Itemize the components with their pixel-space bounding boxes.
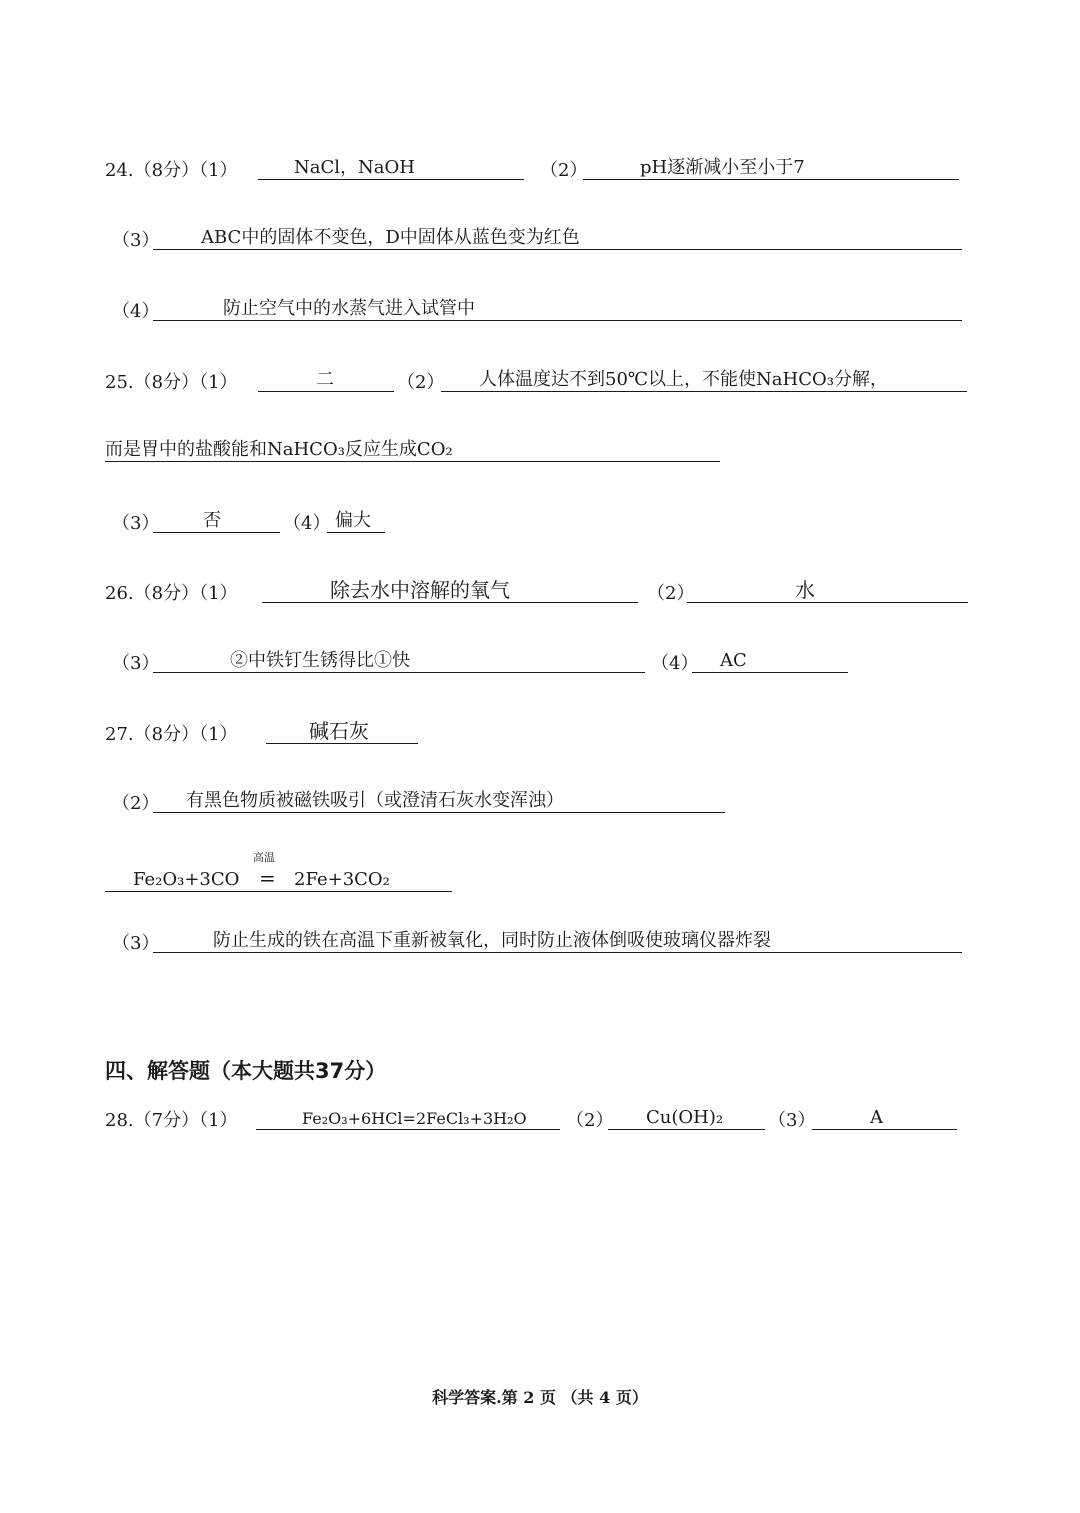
q28-answer-2-text: Cu(OH)₂ xyxy=(646,1107,724,1128)
q27-answer-3-text: 防止生成的铁在高温下重新被氧化，同时防止液体倒吸使玻璃仪器炸裂 xyxy=(213,930,771,951)
q27-answer-1-text: 碱石灰 xyxy=(309,719,369,743)
q24-answer-3-text: ABC中的固体不变色，D中固体从蓝色变为红色 xyxy=(201,227,580,248)
q25-answer-1 xyxy=(258,366,394,392)
q24-answer-1 xyxy=(258,154,524,180)
q24-row-2 xyxy=(0,210,1080,250)
q24-answer-3 xyxy=(153,224,962,250)
q27-equation-sign: = xyxy=(259,866,276,890)
q27-part-3-label: （3） xyxy=(112,933,160,954)
q28-part-2-label: （2） xyxy=(566,1110,614,1131)
q24-part-4-label: （4） xyxy=(112,301,160,322)
q28-row-1 xyxy=(0,1090,1080,1130)
q25-part-2-label: （2） xyxy=(397,372,445,393)
q25-row-2 xyxy=(0,422,1080,462)
q27-row-1 xyxy=(0,704,1080,744)
q27-label: 27.（8分）（1） xyxy=(105,724,238,745)
q25-answer-1-text: 二 xyxy=(316,369,334,390)
q27-equation-condition: 高温 xyxy=(253,851,275,864)
q24-answer-1-text: NaCl，NaOH xyxy=(294,157,415,178)
q28-answer-1-text: Fe₂O₃+6HCl=2FeCl₃+3H₂O xyxy=(302,1109,527,1128)
q27-answer-2 xyxy=(153,787,725,813)
q27-equation xyxy=(105,866,452,892)
q25-answer-3 xyxy=(153,507,280,533)
q26-part-2-label: （2） xyxy=(647,583,695,604)
q24-part-3-label: （3） xyxy=(112,230,160,251)
q25-row-1 xyxy=(0,352,1080,392)
q24-row-3 xyxy=(0,281,1080,321)
q28-answer-1 xyxy=(256,1104,560,1130)
section-4-heading: 四、解答题（本大题共37分） xyxy=(105,1059,387,1083)
q24-row-1 xyxy=(0,140,1080,180)
q25-answer-3-text: 否 xyxy=(203,510,221,531)
q27-part-2-label: （2） xyxy=(112,793,160,814)
q28-answer-3 xyxy=(812,1104,957,1130)
q26-label: 26.（8分）（1） xyxy=(105,583,238,604)
q26-answer-4-text: AC xyxy=(720,650,747,671)
q26-answer-2-text: 水 xyxy=(795,578,815,602)
q28-answer-2 xyxy=(608,1104,765,1130)
q26-answer-1 xyxy=(262,577,638,603)
q26-answer-3 xyxy=(153,647,645,673)
q28-part-3-label: （3） xyxy=(768,1110,816,1131)
q25-answer-4-text: 偏大 xyxy=(335,510,371,531)
q26-answer-4 xyxy=(692,647,848,673)
q24-label: 24.（8分）（1） xyxy=(105,160,238,181)
q24-answer-4 xyxy=(153,295,962,321)
q26-answer-1-text: 除去水中溶解的氧气 xyxy=(330,578,510,602)
q25-answer-2-continued xyxy=(105,436,720,462)
q27-answer-3 xyxy=(153,927,962,953)
q27-row-2 xyxy=(0,773,1080,813)
q26-answer-3-text: ②中铁钉生锈得比①快 xyxy=(230,650,410,671)
q25-answer-2-text: 人体温度达不到50℃以上，不能使NaHCO₃分解， xyxy=(479,369,888,390)
q26-row-1 xyxy=(0,563,1080,603)
q24-answer-2-text: pH逐渐减小至小于7 xyxy=(640,157,805,178)
q24-answer-2 xyxy=(583,154,959,180)
q26-part-4-label: （4） xyxy=(651,653,699,674)
q27-row-3 xyxy=(0,913,1080,953)
q27-equation-right: 2Fe+3CO₂ xyxy=(294,869,390,890)
q28-answer-3-text: A xyxy=(870,1107,883,1128)
q24-part-2-label: （2） xyxy=(540,160,588,181)
page-footer: 科学答案.第 2 页 （共 4 页） xyxy=(432,1388,648,1407)
q26-answer-2 xyxy=(687,577,968,603)
q25-label: 25.（8分）（1） xyxy=(105,372,238,393)
q25-answer-2-continued-text: 而是胃中的盐酸能和NaHCO₃反应生成CO₂ xyxy=(105,439,453,460)
q25-answer-4 xyxy=(327,507,385,533)
q27-equation-left: Fe₂O₃+3CO xyxy=(133,869,240,890)
q27-answer-2-text: 有黑色物质被磁铁吸引（或澄清石灰水变浑浊） xyxy=(186,790,564,811)
q26-row-2 xyxy=(0,633,1080,673)
q25-part-3-label: （3） xyxy=(112,513,160,534)
q27-answer-1 xyxy=(266,718,418,744)
q25-part-4-label: （4） xyxy=(283,513,331,534)
q28-label: 28.（7分）（1） xyxy=(105,1110,238,1131)
q24-answer-4-text: 防止空气中的水蒸气进入试管中 xyxy=(223,298,475,319)
q27-equation-row xyxy=(0,852,1080,892)
q25-row-3 xyxy=(0,493,1080,533)
q25-answer-2 xyxy=(441,366,967,392)
q26-part-3-label: （3） xyxy=(112,653,160,674)
